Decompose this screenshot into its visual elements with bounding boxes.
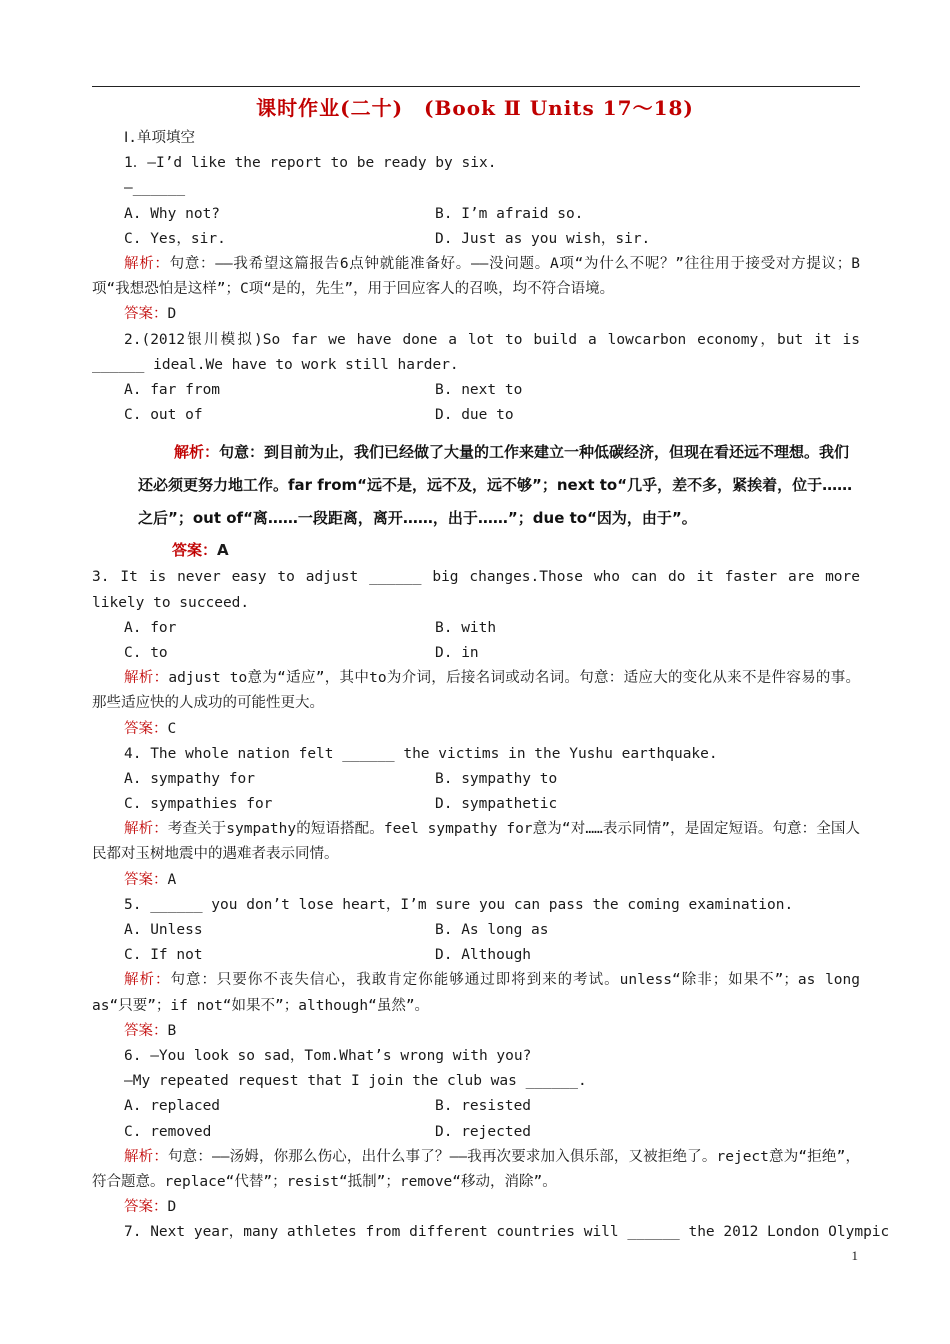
q1-option-b: B. I’m afraid so. [435,205,584,222]
q2-options-row2 [92,403,860,428]
q6-stem: 6. —You look so sad，Tom.What’s wrong with you? [124,1048,532,1064]
q2-option-d: D. due to [435,407,514,424]
q6-analysis: 解析：句意：——汤姆，你那么伤心，出什么事了？——我再次要求加入俱乐部，又被拒绝了。reject意为“拒绝”，符合题意。replace“代替”；resist“抵制”；remove“移动，消除”。 [92,1148,860,1190]
q2-option-a: A. far from [124,381,221,398]
q6-option-a: A. replaced [124,1098,221,1115]
q3-option-a: A. for [124,619,177,636]
q4-options-row1 [92,767,860,792]
q5-stem: 5. ______ you don’t lose heart，I’m sure you can pass the coming examination. [124,896,794,913]
q2-option-b: B. next to [435,381,523,398]
q2-option-c: C. out of [124,407,203,424]
q1-options-row2 [92,227,860,252]
q6-answer: 答案：D [124,1199,177,1216]
q5-option-c: C. If not [124,947,203,964]
analysis-label: 解析： [174,443,220,462]
q6-option-b: B. resisted [435,1098,532,1115]
page-number: 1 [851,1248,858,1263]
q1-answer: 答案：D [124,306,177,323]
q3-stem: 3. It is never easy to adjust ______ big changes.Those who can do it faster are more likely to succeed. [92,569,860,611]
q1-option-d: D. Just as you wish，sir. [435,230,651,247]
q5-answer: 答案：B [124,1022,177,1039]
section-heading: Ⅰ.单项填空 [124,130,196,146]
q1-response: —______ [124,180,186,197]
analysis-label: 解析： [124,821,168,838]
q4-stem: 4. The whole nation felt ______ the victims in the Yushu earthquake. [124,745,718,762]
q3-options-row1 [92,616,860,641]
analysis-label: 解析： [124,255,170,272]
analysis-label: 解析： [124,972,171,989]
q1-stem: 1．—I’d like the report to be ready by six. [124,155,497,172]
page-title: 课时作业(二十) (Book Ⅱ Units 17～18) [256,96,694,120]
q3-options-row2 [92,641,860,666]
q6-options-row1 [92,1094,860,1119]
q2-analysis: 解析：句意：到目前为止，我们已经做了大量的工作来建立一种低碳经济，但现在看还远不理想。我们还必须更努力地工作。far from“远不是，远不及，远不够”；next to“几乎，差不多，紧挨着，位于……之后”；out of“离……一段距离，离开……，出于……”；due to“因为，由于”。 [138,443,853,528]
q6-response: —My repeated request that I join the club was ______. [124,1073,587,1090]
answer-label: 答案： [172,541,218,560]
q3-option-c: C. to [124,644,168,661]
header-rule [92,86,860,87]
q1-options-row1 [92,202,860,227]
q4-option-d: D. sympathetic [435,796,558,813]
q5-analysis: 解析：句意：只要你不丧失信心，我敢肯定你能够通过即将到来的考试。unless“除非；如果不”；as long as“只要”；if not“如果不”；although“虽然”。 [92,972,860,1014]
q1-option-a: A. Why not? [124,205,221,222]
document-body [92,126,890,1246]
q6-options-row2 [92,1120,860,1145]
q5-options-row1 [92,918,860,943]
analysis-label: 解析： [124,670,169,687]
q4-answer: 答案：A [124,871,177,888]
q2-stem: 2.(2012银川模拟)So far we have done a lot to build a lowcarbon economy，but it is ______ ideal.We have to work still harder. [92,331,860,373]
answer-label: 答案： [124,1022,168,1039]
answer-label: 答案： [124,1199,168,1216]
q3-option-b: B. with [435,619,497,636]
q7-stem: 7. Next year，many athletes from different countries will ______ the 2012 London Olympic [124,1224,890,1241]
q1-option-c: C. Yes，sir. [124,230,226,247]
q3-option-d: D. in [435,644,479,661]
answer-label: 答案： [124,306,168,323]
q5-option-b: B. As long as [435,922,549,939]
q4-analysis: 解析：考查关于sympathy的短语搭配。feel sympathy for意为“对……表示同情”，是固定短语。句意：全国人民都对玉树地震中的遇难者表示同情。 [92,821,860,863]
q5-option-d: D. Although [435,947,532,964]
q2-answer: 答案：A [172,541,229,560]
q4-options-row2 [92,792,860,817]
answer-label: 答案： [124,871,168,888]
q2-options-row1 [92,378,860,403]
q6-option-d: D. rejected [435,1123,532,1140]
q6-option-c: C. removed [124,1123,212,1140]
q4-option-c: C. sympathies for [124,796,273,813]
q4-option-b: B. sympathy to [435,770,558,787]
analysis-label: 解析： [124,1148,168,1165]
q3-answer: 答案：C [124,720,177,737]
q4-option-a: A. sympathy for [124,770,255,787]
q5-options-row2 [92,943,860,968]
q3-analysis: 解析：adjust to意为“适应”，其中to为介词，后接名词或动名词。句意：适应大的变化从来不是件容易的事。那些适应快的人成功的可能性更大。 [92,670,861,712]
q1-analysis: 解析：句意：——我希望这篇报告6点钟就能准备好。——没问题。A项“为什么不呢？”往往用于接受对方提议；B项“我想恐怕是这样”；C项“是的，先生”，用于回应客人的召唤，均不符合语境。 [92,255,860,298]
q5-option-a: A. Unless [124,922,203,939]
answer-label: 答案： [124,720,168,737]
